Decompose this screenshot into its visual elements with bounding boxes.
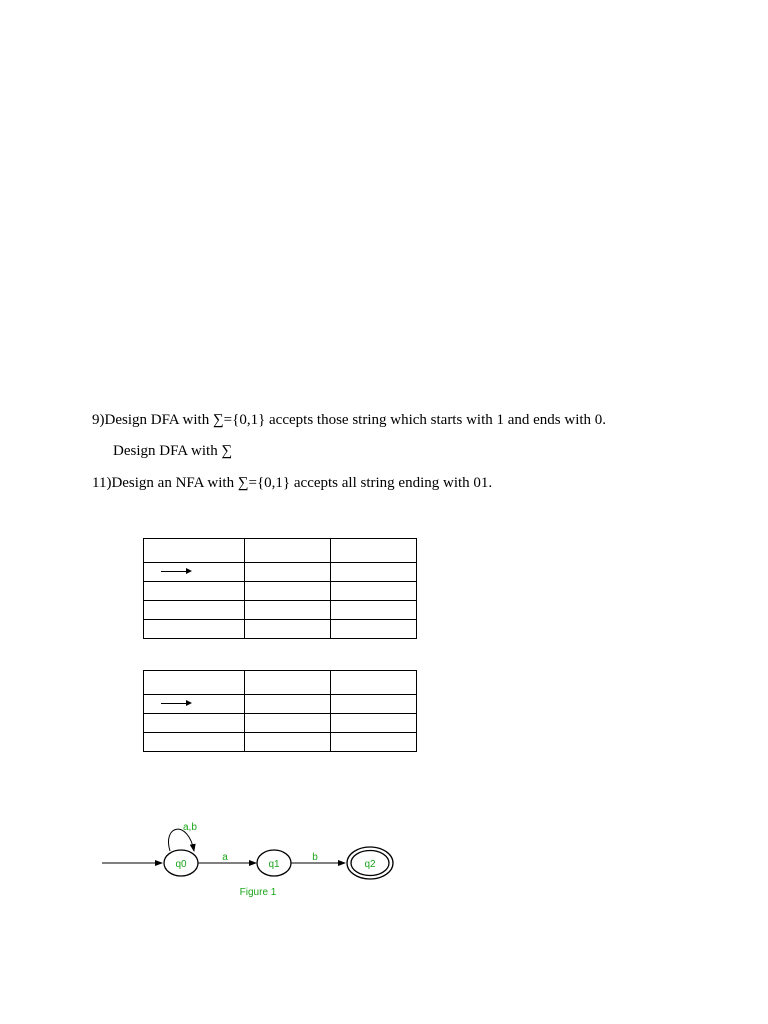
table-row	[144, 620, 417, 639]
table-row	[144, 714, 417, 733]
state-q1-label: q1	[268, 859, 280, 870]
table-row	[144, 733, 417, 752]
table-cell	[245, 733, 331, 752]
table-cell	[245, 601, 331, 620]
transition-q1-q2-label: b	[312, 852, 318, 863]
figure-caption: Figure 1	[239, 887, 277, 898]
table-cell	[144, 733, 245, 752]
start-state-arrow-icon	[161, 571, 190, 572]
table-cell	[245, 620, 331, 639]
table-cell	[331, 601, 417, 620]
question-9: 9)Design DFA with ∑={0,1} accepts those string which starts with 1 and ends with 0.	[92, 412, 607, 428]
start-state-arrow-icon	[161, 703, 190, 704]
table-cell	[144, 695, 245, 714]
table-cell	[144, 601, 245, 620]
nfa-diagram	[100, 815, 400, 905]
table-row	[144, 695, 417, 714]
table-cell	[144, 582, 245, 601]
transition-q0-q1-label: a	[222, 852, 228, 863]
table-cell	[144, 714, 245, 733]
table-cell	[331, 582, 417, 601]
table-cell	[144, 563, 245, 582]
question-11: 11)Design an NFA with ∑={0,1} accepts all string ending with 01.	[92, 475, 493, 491]
table-cell	[331, 671, 417, 695]
table-cell	[331, 695, 417, 714]
table-cell	[144, 620, 245, 639]
table-cell	[331, 733, 417, 752]
table-cell	[331, 539, 417, 563]
self-loop-label: a,b	[183, 822, 197, 833]
transition-table-1	[143, 538, 417, 639]
table-cell	[245, 695, 331, 714]
table-row	[144, 601, 417, 620]
table-cell	[245, 539, 331, 563]
table-cell	[245, 714, 331, 733]
table-cell	[245, 671, 331, 695]
table-row	[144, 563, 417, 582]
table-cell	[331, 563, 417, 582]
table-cell	[144, 671, 245, 695]
table-row	[144, 582, 417, 601]
state-q0-label: q0	[175, 859, 187, 870]
table-cell	[245, 582, 331, 601]
transition-table-2	[143, 670, 417, 752]
question-10: Design DFA with ∑	[113, 443, 233, 459]
table-cell	[331, 714, 417, 733]
table-cell	[245, 563, 331, 582]
state-q2-label: q2	[364, 859, 376, 870]
table-header-row	[144, 539, 417, 563]
table-cell	[144, 539, 245, 563]
table-header-row	[144, 671, 417, 695]
table-cell	[331, 620, 417, 639]
